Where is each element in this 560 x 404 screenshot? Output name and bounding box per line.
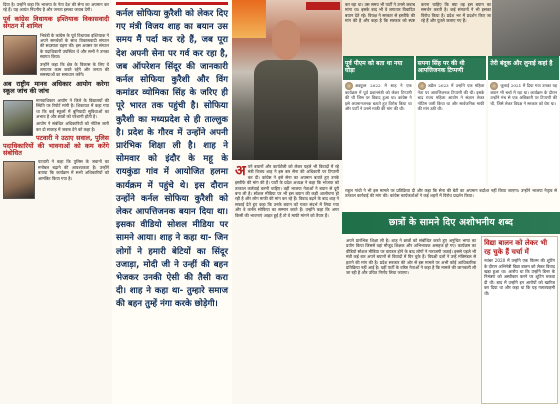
lower-left-text: अपने प्रारंभिक शिक्षा ली है। शाह ने छात्रों को संबोधित करते हुए अनुचित भाषा का प्रयोग किया जिससे वहां मौजूद शिक्षक और अभिभावक असहज हो गए। कार्यक्रम का वीडियो सोशल मीडिया पर वायरल होने के बाद लोगों ने नाराजगी जताई। इससे पहले भी मंत्री कई बार अपने बयानों से विवादों में घिर चुके हैं। विपक्षी दलों ने उन्हें मंत्रिमंडल से हटाने की मांग की है। प्रदेश सरकार की ओर से इस मामले पर अभी कोई आधिकारिक प्रतिक्रिया नहीं आई है। वहीं पार्टी के वरिष्ठ नेताओं ने कहा है कि मामले की जानकारी ली जा रही है और उचित निर्णय लिया जाएगा। (346, 238, 477, 276)
sidebar-headline: विद्या बालन को लेकर भी रह चुके हैं चर्चा में (484, 239, 548, 256)
brief-text (416, 80, 487, 113)
pull-quote: कर्नल सोफिया कुरैशी को लेकर दिए गए मंत्री विजय शाह का बयान उस समय मैं पर्दा कर रहे हैं, जब पूरा देश अपनी सेना पर गर्व कर रहा है, जब ऑपरेशन सिंदूर की जानकारी कर्नल सोफिया कुरैशी और विंग कमांडर व्योमिका सिंह के जरिए ही पूरे भारत तक पहुंची है। सोफिया कुरैशी का मध्यप्रदेश से ही ताल्लुक है। प्रदेश के गौरव में उन्होंने अपनी प्रारंभिक शिक्षा ली है। शाह ने सोमवार को इंदौर के महू के रायकुंडा गांव में आयोजित हलमा कार्यक्रम में पहुंचे थे। इस दौरान उन्होंने कर्नल सोफिया कुरैशी को लेकर आपत्तिजनक बयान दिया था। इसका वीडियो सोशल मीडिया पर सामने आया। शाह ने कहा था- जिन लोगों ने हमारी बेटियों का सिंदूर उजाड़ा, मोदी जी ने उन्हीं की बहन भेजकर उनकी ऐसी की तैसी करा दी। शाह ने कहा था- तुम्हारे समाज की बहन तुम्हें नंगा करके छोड़ेगी। (116, 9, 228, 310)
vest-shape (254, 60, 318, 160)
top-band (342, 0, 560, 56)
main-story-column (232, 0, 342, 404)
wide-text: राहुल गांधी ने भी इस मामले पर प्रतिक्रिया दी और कहा कि सेना की बेटी का अपमान बर्दाश्त नहीं किया जाएगा। उन्होंने भाजपा नेतृत्व से तत्काल कार्रवाई की मांग की। कांग्रेस कार्यकर्ताओं ने कई शहरों में विरोध प्रदर्शन किया। (342, 186, 560, 240)
minister-photo (232, 0, 342, 160)
brief-icon (490, 82, 498, 90)
brief-body: जुलाई 2021 में दिया गया उनका यह बयान भी चर्चा में रहा था। कार्यक्रम के दौरान उन्होंने मंच से एक अधिकारी पर टिप्पणी की थी, जिसे लेकर विपक्ष ने सरकार को घेरा था। (490, 83, 558, 106)
brief-body: अप्रैल 2023 में उन्होंने एक महिला नेता पर आपत्तिजनक टिप्पणी की थी। इसके बाद राज्य महिला आयोग ने संज्ञान लेकर नोटिस जारी किया था और सार्वजनिक माफी की मांग उठी थी। (417, 83, 485, 111)
brief-headline: सपना सिंह पर की थी आपत्तिजनक टिप्पणी (416, 58, 487, 80)
article-text: भिवंडी के कांग्रेस के पूर्व विधायक इश्तियाक ने अपने समर्थकों के साथ विकासवादी संगठन की सदस्यता ग्रहण की। इस अवसर पर संगठन के पदाधिकारी उपस्थित थे और सभी ने उनका स्वागत किया। (40, 32, 109, 60)
patwari-photo (3, 161, 35, 199)
brief-box (488, 56, 559, 186)
sidebar-box (481, 236, 558, 404)
brief-box (343, 56, 414, 186)
article-text: पटवारी ने कहा कि पुलिस के जवानों का मनोबल बढ़ाने की आवश्यकता है। उन्होंने बताया कि कार्यक्रम में सभी अधिकारियों को आमंत्रित किया गया है। (38, 159, 109, 181)
top-text: कर रहा था। उस समय भी पार्टी ने उनसे जवाब मांगा था। इसके बाद भी वे लगातार विवादित बयान देते रहे। विपक्ष ने सरकार से इस्तीफे की मांग की है और कहा है कि सरकार को स्पष्ट करना चाहिए कि क्या वह इस बयान का समर्थन करती है। कई संगठनों ने भी इसका विरोध किया है। प्रदेश भर में प्रदर्शन किए जा रहे हैं और पुतले जलाए गए हैं। (345, 2, 491, 24)
article-text: उन्होंने कहा कि क्षेत्र के विकास के लिए वे लगातार काम करते रहेंगे और जनता की समस्याओं का समाधान करेंगे। (40, 61, 109, 78)
left-news-column (0, 0, 112, 404)
cap-decor (306, 2, 340, 10)
brief-boxes (342, 56, 560, 186)
mla-photo (3, 35, 37, 75)
intro-text: दिया है। उन्होंने कहा कि भाजपा के नेता देश की सेना का अपमान कर रहे हैं। यह अत्यंत निंदनीय है और जनता इसका जवाब देगी। (3, 2, 109, 13)
brief-icon (418, 82, 426, 90)
brief-headline: तेरी बंदूक और लुनाई कहां है (488, 58, 559, 80)
school-photo (3, 100, 33, 136)
headline-human-rights: अब राष्ट्रीय मानव अधिकार आयोग करेगा स्कूल जांच की जांच (3, 79, 109, 96)
sidebar-text: नवंबर 2020 में उन्होंने एक फिल्म की शूटिंग के दौरान अभिनेत्री विद्या बालन को लेकर विवाद खड़ा हुआ था। आरोप था कि उन्होंने डिनर के निमंत्रण को अस्वीकार करने पर शूटिंग रुकवा दी थी। बाद में उन्होंने इन आरोपों को खारिज कर दिया था और कहा था कि यह गलतफहमी थी। (484, 258, 555, 296)
flag-decor (232, 0, 266, 38)
drop-cap: अ (235, 163, 246, 179)
headline-patwari: पटवारी ने उठाए सवाल, पुलिस पदाधिकारियों की भावनाओं को कम करेंगे संबोधित (3, 134, 109, 157)
section-banner: छात्रों के सामने दिए अशोभनीय शब्द (342, 212, 560, 234)
brief-body: अक्टूबर 2022 में शाह ने एक कार्यक्रम में पूर्व प्रधानमंत्री को लेकर टिप्पणी की थी जिस पर विवाद हुआ था। कांग्रेस ने इसे अपमानजनक बताते हुए विरोध किया था और पार्टी ने उनसे माफी की मांग की थी। (345, 83, 412, 111)
main-story (232, 162, 342, 404)
brief-icon (345, 82, 353, 90)
headline-congress-mla: पूर्व कांग्रेस विधायक इश्तियाक विकासवादी संगठन में शामिल (3, 14, 109, 31)
brief-box (416, 56, 487, 186)
top-photo (492, 0, 560, 56)
face-shape (272, 20, 300, 60)
article-text: आयोग ने संबंधित अधिकारियों को नोटिस जारी कर दो सप्ताह में जवाब देने को कहा है। (36, 121, 109, 132)
lower-section (342, 236, 560, 404)
brief-text (343, 80, 414, 113)
article-text: मानवाधिकार आयोग ने जिले के विद्यालयों की स्थिति पर रिपोर्ट मांगी है। शिकायत में कहा गया था कि कई स्कूलों में बुनियादी सुविधाओं का अभाव है और छात्रों को परेशानी होती है। (36, 97, 109, 119)
right-section (342, 0, 560, 404)
brief-headline: पूर्व पीएम को बता था नया घोड़ा (343, 58, 414, 80)
story-text: पने बयानों और कार्यशैली को लेकर पहले भी विवादों में रहे मंत्री विजय शाह ने इस बार सेना की अधिकारी पर टिप्पणी कर दी। कांग्रेस ने इसे सेना का अपमान बताते हुए उनके इस्तीफे की मांग की है। पार्टी के प्रदेश अध्यक्ष ने कहा कि भाजपा को तत्काल कार्रवाई करनी चाहिए। वहीं भाजपा नेताओं ने बयान से दूरी बना ली है। सोशल मीडिया पर भी इस बयान की कड़ी आलोचना हो रही है और लोग माफी की मांग कर रहे हैं। विवाद बढ़ने के बाद शाह ने सफाई देते हुए कहा कि उनके बयान को गलत संदर्भ में लिया गया और वे कर्नल सोफिया का सम्मान करते हैं। उन्होंने कहा कि अगर किसी की भावनाएं आहत हुई हैं तो वे माफी मांगने को तैयार हैं। (235, 164, 339, 218)
divider (116, 2, 228, 5)
quote-column (112, 0, 232, 404)
brief-text (488, 80, 559, 108)
